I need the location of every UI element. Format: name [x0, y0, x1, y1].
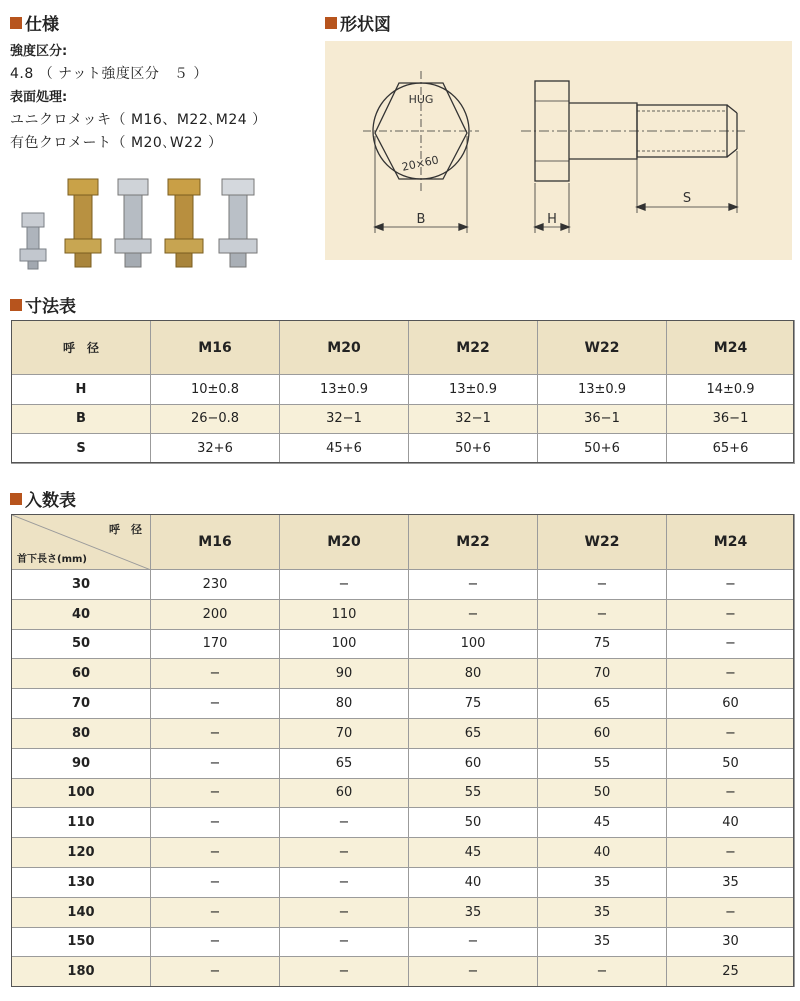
dimension-cell: 14±0.9 — [667, 375, 795, 405]
quantity-row — [12, 897, 795, 927]
quantity-cell: − — [409, 957, 538, 987]
head-mark-top: HUG — [408, 93, 434, 106]
quantity-cell: 60 — [538, 718, 667, 748]
heading-square-icon — [325, 17, 337, 29]
bolt-zinc-2-icon — [219, 179, 257, 267]
bolt-product-photo — [10, 173, 275, 273]
dimension-row — [12, 404, 795, 434]
shape-heading-text: 形状図 — [340, 15, 391, 35]
quantity-cell: 75 — [538, 629, 667, 659]
quantity-col-header: M20 — [280, 515, 409, 570]
quantity-row-label: 100 — [12, 778, 151, 808]
quantity-row-label: 40 — [12, 599, 151, 629]
spec-heading — [10, 10, 59, 35]
quantity-cell: 65 — [280, 748, 409, 778]
spec-heading-text: 仕様 — [25, 15, 59, 35]
quantity-cell: − — [667, 659, 795, 689]
quantity-cell: − — [151, 718, 280, 748]
quantity-cell: − — [280, 570, 409, 600]
quantity-cell: 25 — [667, 957, 795, 987]
quantity-cell: − — [667, 897, 795, 927]
spec-block — [10, 40, 267, 155]
dimension-heading-text: 寸法表 — [25, 297, 76, 317]
quantity-cell: 55 — [538, 748, 667, 778]
quantity-cell: − — [151, 808, 280, 838]
quantity-cell: − — [151, 659, 280, 689]
quantity-cell: 50 — [667, 748, 795, 778]
strength-value: 4.8 （ ナット強度区分 ５ ） — [10, 66, 208, 82]
bolt-zinc-icon — [115, 179, 151, 267]
heading-square-icon — [10, 493, 22, 505]
quantity-cell: − — [667, 778, 795, 808]
quantity-cell: 65 — [538, 689, 667, 719]
shape-heading — [325, 10, 391, 35]
dim-label-h: H — [547, 212, 557, 227]
dimension-row — [12, 375, 795, 405]
dimension-col-header: W22 — [538, 321, 667, 375]
quantity-col-header: M16 — [151, 515, 280, 570]
dimension-cell: 26−0.8 — [151, 404, 280, 434]
quantity-row-label: 50 — [12, 629, 151, 659]
bolt-yellow-icon — [65, 179, 101, 267]
dimension-row-label: B — [12, 404, 151, 434]
dimension-cell: 13±0.9 — [409, 375, 538, 405]
quantity-cell: 70 — [538, 659, 667, 689]
bolt-diagram-svg — [325, 41, 792, 260]
dimension-heading — [10, 292, 76, 317]
quantity-row — [12, 748, 795, 778]
head-mark-bottom: 20×60 — [400, 153, 440, 174]
quantity-cell: − — [280, 957, 409, 987]
quantity-cell: − — [409, 570, 538, 600]
quantity-corner-top: 呼 径 — [109, 523, 142, 536]
quantity-row-label: 110 — [12, 808, 151, 838]
quantity-col-header: M24 — [667, 515, 795, 570]
quantity-cell: 35 — [409, 897, 538, 927]
quantity-heading-text: 入数表 — [25, 491, 76, 511]
quantity-col-header: M22 — [409, 515, 538, 570]
quantity-cell: − — [409, 927, 538, 957]
quantity-cell: 40 — [667, 808, 795, 838]
quantity-cell: − — [538, 599, 667, 629]
quantity-cell: 45 — [409, 838, 538, 868]
quantity-cell: 100 — [280, 629, 409, 659]
quantity-row-label: 140 — [12, 897, 151, 927]
dimension-cell: 65+6 — [667, 434, 795, 464]
quantity-cell: 30 — [667, 927, 795, 957]
strength-label: 強度区分: — [10, 44, 68, 59]
quantity-cell: − — [538, 957, 667, 987]
quantity-row — [12, 957, 795, 987]
quantity-cell: 200 — [151, 599, 280, 629]
dimension-cell: 10±0.8 — [151, 375, 280, 405]
quantity-row-label: 180 — [12, 957, 151, 987]
quantity-cell: 50 — [409, 808, 538, 838]
quantity-cell: 75 — [409, 689, 538, 719]
dimension-cell: 36−1 — [538, 404, 667, 434]
heading-square-icon — [10, 17, 22, 29]
quantity-cell: 60 — [280, 778, 409, 808]
quantity-cell: − — [538, 570, 667, 600]
bolt-small-icon — [20, 213, 46, 269]
quantity-row-label: 130 — [12, 867, 151, 897]
quantity-row-label: 150 — [12, 927, 151, 957]
dimension-cell: 50+6 — [409, 434, 538, 464]
quantity-cell: − — [667, 599, 795, 629]
dimension-col-header: M22 — [409, 321, 538, 375]
quantity-cell: 230 — [151, 570, 280, 600]
dimension-cell: 13±0.9 — [280, 375, 409, 405]
quantity-cell: − — [151, 957, 280, 987]
quantity-table — [11, 514, 795, 987]
heading-square-icon — [10, 299, 22, 311]
quantity-cell: − — [280, 867, 409, 897]
dimension-col-header: M24 — [667, 321, 795, 375]
dimension-cell: 32−1 — [409, 404, 538, 434]
quantity-row-label: 30 — [12, 570, 151, 600]
dimension-table — [11, 320, 795, 464]
quantity-row-label: 90 — [12, 748, 151, 778]
quantity-row — [12, 867, 795, 897]
quantity-row-label: 80 — [12, 718, 151, 748]
quantity-cell: 65 — [409, 718, 538, 748]
quantity-cell: − — [151, 897, 280, 927]
quantity-cell: 55 — [409, 778, 538, 808]
quantity-row — [12, 778, 795, 808]
dim-label-b: B — [416, 212, 426, 227]
quantity-cell: − — [667, 718, 795, 748]
quantity-cell: 35 — [538, 897, 667, 927]
quantity-cell: 70 — [280, 718, 409, 748]
quantity-col-header: W22 — [538, 515, 667, 570]
dimension-row-label: H — [12, 375, 151, 405]
dimension-corner: 呼 径 — [12, 321, 151, 375]
bolt-yellow-2-icon — [165, 179, 203, 267]
quantity-row — [12, 659, 795, 689]
quantity-cell: − — [667, 838, 795, 868]
dimension-cell: 32−1 — [280, 404, 409, 434]
quantity-cell: − — [280, 897, 409, 927]
quantity-corner-bottom: 首下長さ(mm) — [17, 554, 87, 565]
quantity-cell: 35 — [538, 867, 667, 897]
quantity-row-label: 120 — [12, 838, 151, 868]
quantity-cell: − — [280, 838, 409, 868]
quantity-cell: 40 — [409, 867, 538, 897]
dimension-cell: 50+6 — [538, 434, 667, 464]
quantity-cell: 45 — [538, 808, 667, 838]
quantity-row — [12, 629, 795, 659]
dimension-cell: 45+6 — [280, 434, 409, 464]
quantity-row — [12, 570, 795, 600]
quantity-row-label: 60 — [12, 659, 151, 689]
quantity-row — [12, 689, 795, 719]
surface-value-1: ユニクロメッキ（ M16、M22､M24 ） — [10, 112, 267, 128]
dimension-cell: 13±0.9 — [538, 375, 667, 405]
quantity-heading — [10, 486, 76, 511]
quantity-header-row — [12, 515, 795, 570]
dimension-row — [12, 434, 795, 464]
quantity-row — [12, 599, 795, 629]
quantity-row-label: 70 — [12, 689, 151, 719]
surface-label: 表面処理: — [10, 90, 68, 105]
dimension-row-label: S — [12, 434, 151, 464]
quantity-row — [12, 838, 795, 868]
shape-diagram — [325, 41, 792, 260]
surface-value-2: 有色クロメート（ M20､W22 ） — [10, 135, 223, 151]
quantity-cell: − — [151, 867, 280, 897]
quantity-cell: 110 — [280, 599, 409, 629]
dimension-cell: 32+6 — [151, 434, 280, 464]
quantity-row — [12, 808, 795, 838]
quantity-cell: 60 — [409, 748, 538, 778]
quantity-cell: 80 — [409, 659, 538, 689]
quantity-cell: 60 — [667, 689, 795, 719]
quantity-cell: − — [667, 629, 795, 659]
dimension-col-header: M16 — [151, 321, 280, 375]
quantity-cell: 170 — [151, 629, 280, 659]
quantity-cell: 35 — [538, 927, 667, 957]
quantity-cell: − — [667, 570, 795, 600]
quantity-cell: 90 — [280, 659, 409, 689]
quantity-cell: − — [151, 778, 280, 808]
quantity-cell: − — [151, 838, 280, 868]
quantity-cell: 50 — [538, 778, 667, 808]
quantity-row — [12, 718, 795, 748]
quantity-cell: 80 — [280, 689, 409, 719]
quantity-row — [12, 927, 795, 957]
quantity-cell: 35 — [667, 867, 795, 897]
quantity-cell: − — [151, 748, 280, 778]
quantity-cell: − — [151, 927, 280, 957]
quantity-cell: 40 — [538, 838, 667, 868]
quantity-cell: − — [151, 689, 280, 719]
quantity-cell: − — [409, 599, 538, 629]
quantity-cell: − — [280, 808, 409, 838]
dimension-header-row — [12, 321, 795, 375]
dim-label-s: S — [682, 191, 692, 206]
quantity-cell: 100 — [409, 629, 538, 659]
quantity-cell: − — [280, 927, 409, 957]
quantity-corner — [12, 515, 151, 570]
dimension-cell: 36−1 — [667, 404, 795, 434]
dimension-col-header: M20 — [280, 321, 409, 375]
